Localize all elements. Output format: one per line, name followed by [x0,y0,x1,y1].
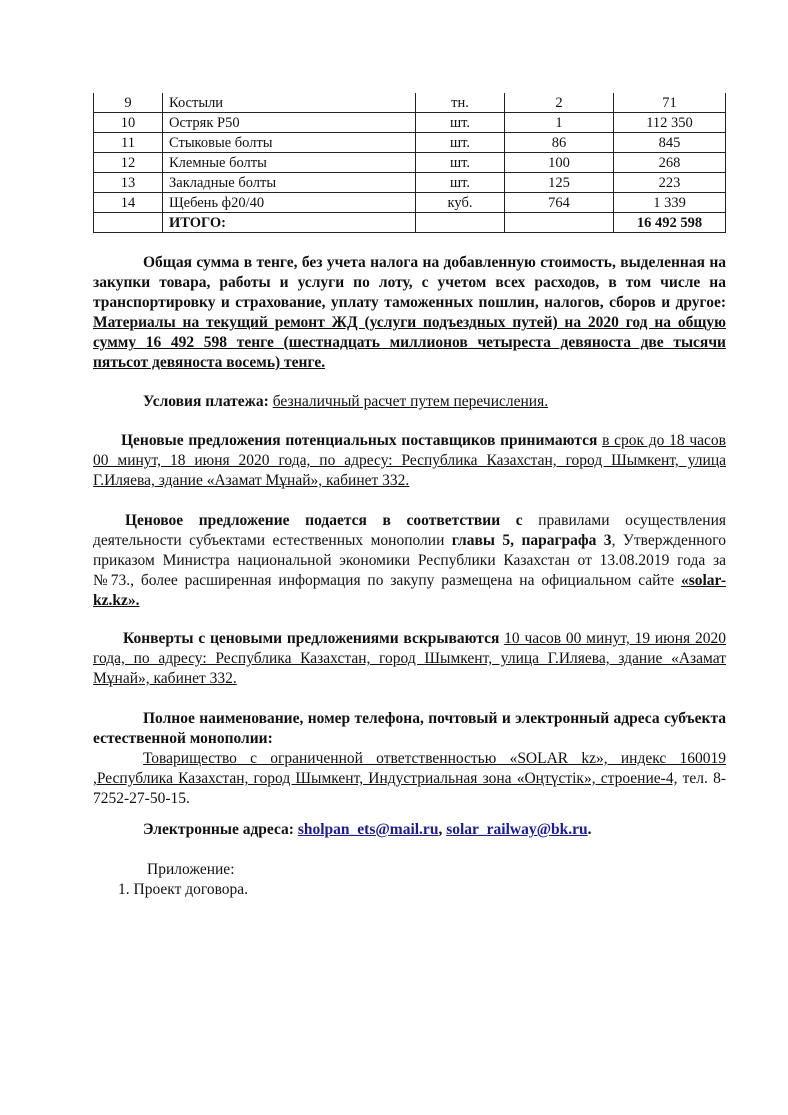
opening-lead: Конверты с ценовыми предложениями вскрываются [123,630,500,647]
item-name: Остряк Р50 [163,113,416,133]
table-row [94,93,726,113]
contacts-paragraph [93,709,726,809]
contacts-phone: тел. 8-7252-27-50-15. [93,770,726,807]
item-price: 268 [614,153,726,173]
total-value: 16 492 598 [614,213,726,233]
item-price: 845 [614,133,726,153]
official-site-link[interactable]: «solar-kz.kz». [93,572,727,609]
item-name: Закладные болты [163,173,416,193]
total-sum-paragraph [93,253,726,373]
table-row [94,193,726,213]
row-number: 13 [94,173,163,193]
item-price: 1 339 [614,193,726,213]
row-number: 9 [94,93,163,113]
table-row [94,153,726,173]
item-quantity: 1 [505,113,614,133]
row-number: 11 [94,133,163,153]
payment-label: Условия платежа: [143,393,269,410]
emails-end: . [587,821,592,838]
item-unit: шт. [416,173,505,193]
rules-lead: Ценовое предложение подается в соответствии с [125,512,523,529]
item-price: 71 [614,93,726,113]
item-price: 112 350 [614,113,726,133]
total-sum-value: Материалы на текущий ремонт ЖД (услуги подъездных путей) на 2020 год на общую сумму 16 492 598 тенге (шестнадцать миллионов четыреста девяноста две тысячи пятьсот девяноста восемь) тенге. [93,314,726,371]
item-quantity: 100 [505,153,614,173]
row-number: 12 [94,153,163,173]
item-unit: тн. [416,93,505,113]
table-row [94,133,726,153]
item-name: Костыли [163,93,416,113]
item-unit: шт. [416,113,505,133]
row-number: 10 [94,113,163,133]
offers-deadline-value: в срок до 18 часов 00 минут, 18 июня 2020 года, по адресу: Республика Казахстан, город Шымкент, улица Г.Иляева, здание «Азамат Мұнай», кабинет 332. [93,432,726,489]
table-row [94,173,726,193]
item-quantity: 86 [505,133,614,153]
email-link-sholpan[interactable]: sholpan_ets@mail.ru [297,821,439,838]
rules-chapter: главы 5, параграфа 3 [451,532,612,549]
rules-text-2: , Утвержденного приказом Министра национальной экономики Республики Казахстан от 13.08.2019 года за №73., более расширенная информация по закупу размещена на официальном сайте [93,532,727,589]
materials-table [93,93,726,233]
total-label: ИТОГО: [163,213,416,233]
email-link-solar-railway[interactable]: solar_railway@bk.ru [446,821,588,838]
item-unit: шт. [416,153,505,173]
item-price: 223 [614,173,726,193]
item-unit: куб. [416,193,505,213]
emails-paragraph [93,820,726,840]
item-quantity: 2 [505,93,614,113]
offers-deadline-lead: Ценовые предложения потенциальных поставщиков принимаются [121,432,598,449]
emails-label: Электронные адреса: [143,821,294,838]
row-number: 14 [94,193,163,213]
total-empty-cell [94,213,163,233]
table-row [94,113,726,133]
item-name: Щебень ф20/40 [163,193,416,213]
annex-title: Приложение: [147,861,235,878]
item-quantity: 764 [505,193,614,213]
item-name: Клемные болты [163,153,416,173]
contacts-heading: Полное наименование, номер телефона, почтовый и электронный адреса субъекта естественной монополии: [93,710,726,747]
total-sum-lead: Общая сумма в тенге, без учета налога на добавленную стоимость, выделенная на закупки товара, работы и услуги по лоту, с учетом всех расходов, в том числе на транспортировку и страхование, уплату таможенных пошлин, налогов, сборов и другое: [93,254,726,311]
total-empty-cell [416,213,505,233]
total-row [94,213,726,233]
item-quantity: 125 [505,173,614,193]
total-empty-cell [505,213,614,233]
rules-text-1: правилами осуществления деятельности субъектами естественных монополии [93,512,726,549]
opening-value: 10 часов 00 минут, 19 июня 2020 года, по адресу: Республика Казахстан, город Шымкент, улица Г.Иляева, здание «Азамат Мұнай», кабинет 332. [93,630,726,687]
offers-deadline-paragraph [93,431,726,491]
annex-item-contract-draft: 1. Проект договора. [118,881,249,898]
contacts-organization: Товарищество с ограниченной ответственностью «SOLAR kz», индекс 160019 ,Республика Казахстан, город Шымкент, Индустриальная зона «Оңтүстік», строение-4, [93,750,726,787]
item-unit: шт. [416,133,505,153]
payment-value: безналичный расчет путем перечисления. [272,393,549,410]
emails-separator: , [438,821,447,838]
item-name: Стыковые болты [163,133,416,153]
rules-paragraph [93,511,726,611]
opening-paragraph [93,629,726,689]
payment-paragraph [93,392,726,412]
